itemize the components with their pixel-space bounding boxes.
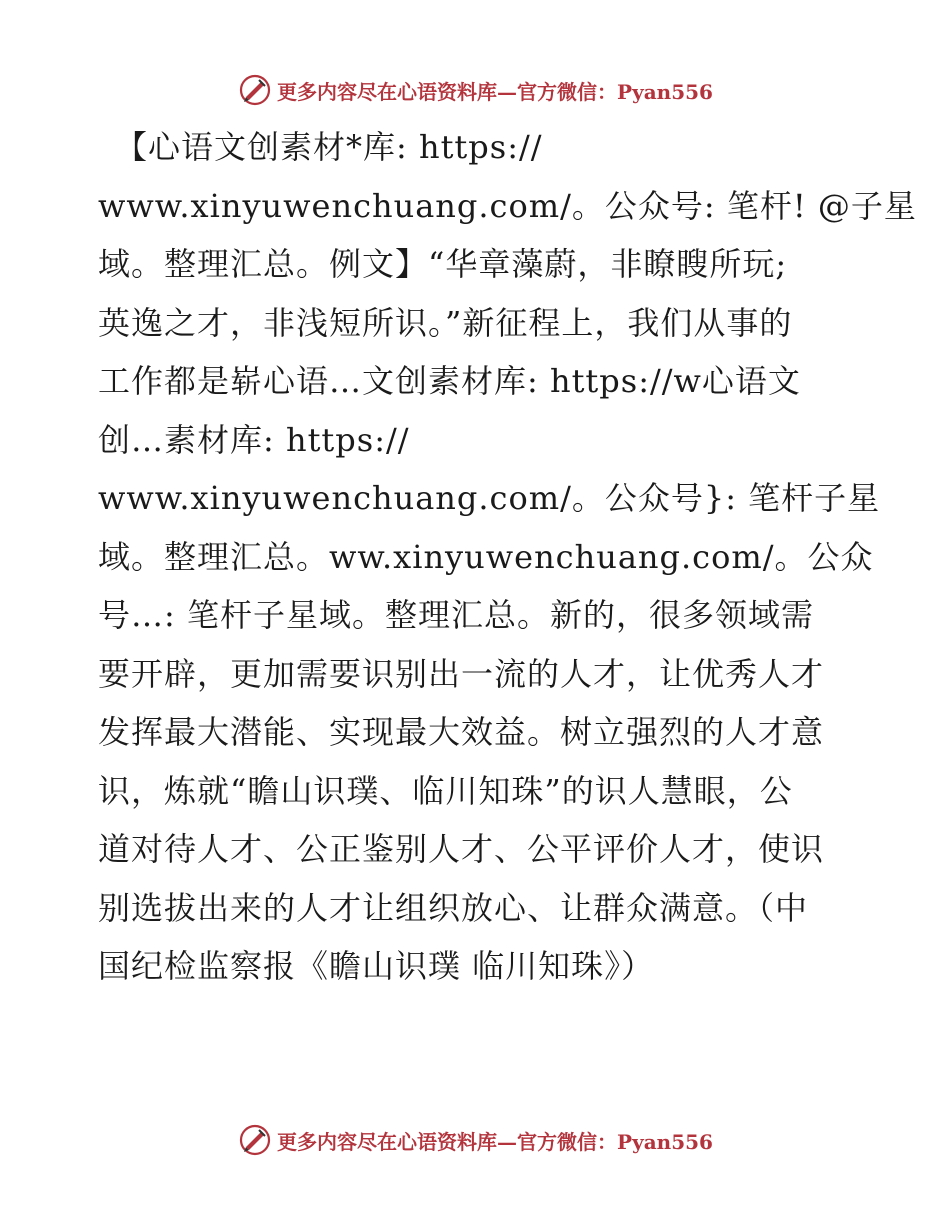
body-line: www.xinyuwenchuang.com/。公众号: 笔杆! @子星: [98, 186, 917, 225]
body-line: 号…: 笔杆子星域。整理汇总。新的，很多领域需: [98, 596, 814, 634]
header-banner-content: [237, 72, 713, 108]
pen-logo-icon: [237, 1122, 273, 1158]
body-line: 发挥最大潜能、实现最大效益。树立强烈的人才意: [98, 713, 825, 751]
body-line: 域。整理汇总。ww.xinyuwenchuang.com/。公众: [98, 537, 874, 576]
footer-banner: [0, 1120, 950, 1160]
footer-banner-content: [237, 1122, 713, 1158]
body-line: 道对待人才、公正鉴别人才、公平评价人才，使识: [98, 830, 825, 868]
body-line: 英逸之才，非浅短所识。”新征程上，我们从事的: [98, 303, 793, 342]
body-line: 要开辟，更加需要识别出一流的人才，让优秀人才: [98, 654, 825, 693]
body-line: 创…素材库: https://: [98, 420, 410, 459]
header-banner: [0, 70, 950, 110]
body-line: 【心语文创素材*库: https://: [98, 128, 543, 166]
body-line: 域。整理汇总。例文】“华章藻蔚，非瞭瞍所玩;: [98, 245, 788, 283]
body-line: 识，炼就“瞻山识璞、临川知珠”的识人慧眼，公: [98, 771, 793, 810]
body-line: www.xinyuwenchuang.com/。公众号}: 笔杆子星: [98, 479, 881, 517]
pen-logo-icon: [237, 72, 273, 108]
body-line: 工作都是崭心语…文创素材库: https://w心语文: [98, 362, 801, 400]
document-body: [98, 118, 917, 996]
body-line: 国纪检监察报《瞻山识璞 临川知珠》）: [98, 947, 655, 985]
header-banner-text: 更多内容尽在心语资料库—官方微信：Pyan556: [277, 79, 713, 104]
body-line: 别选拔出来的人才让组织放心、让群众满意。（中: [98, 888, 809, 927]
footer-banner-text: 更多内容尽在心语资料库—官方微信：Pyan556: [277, 1129, 713, 1154]
